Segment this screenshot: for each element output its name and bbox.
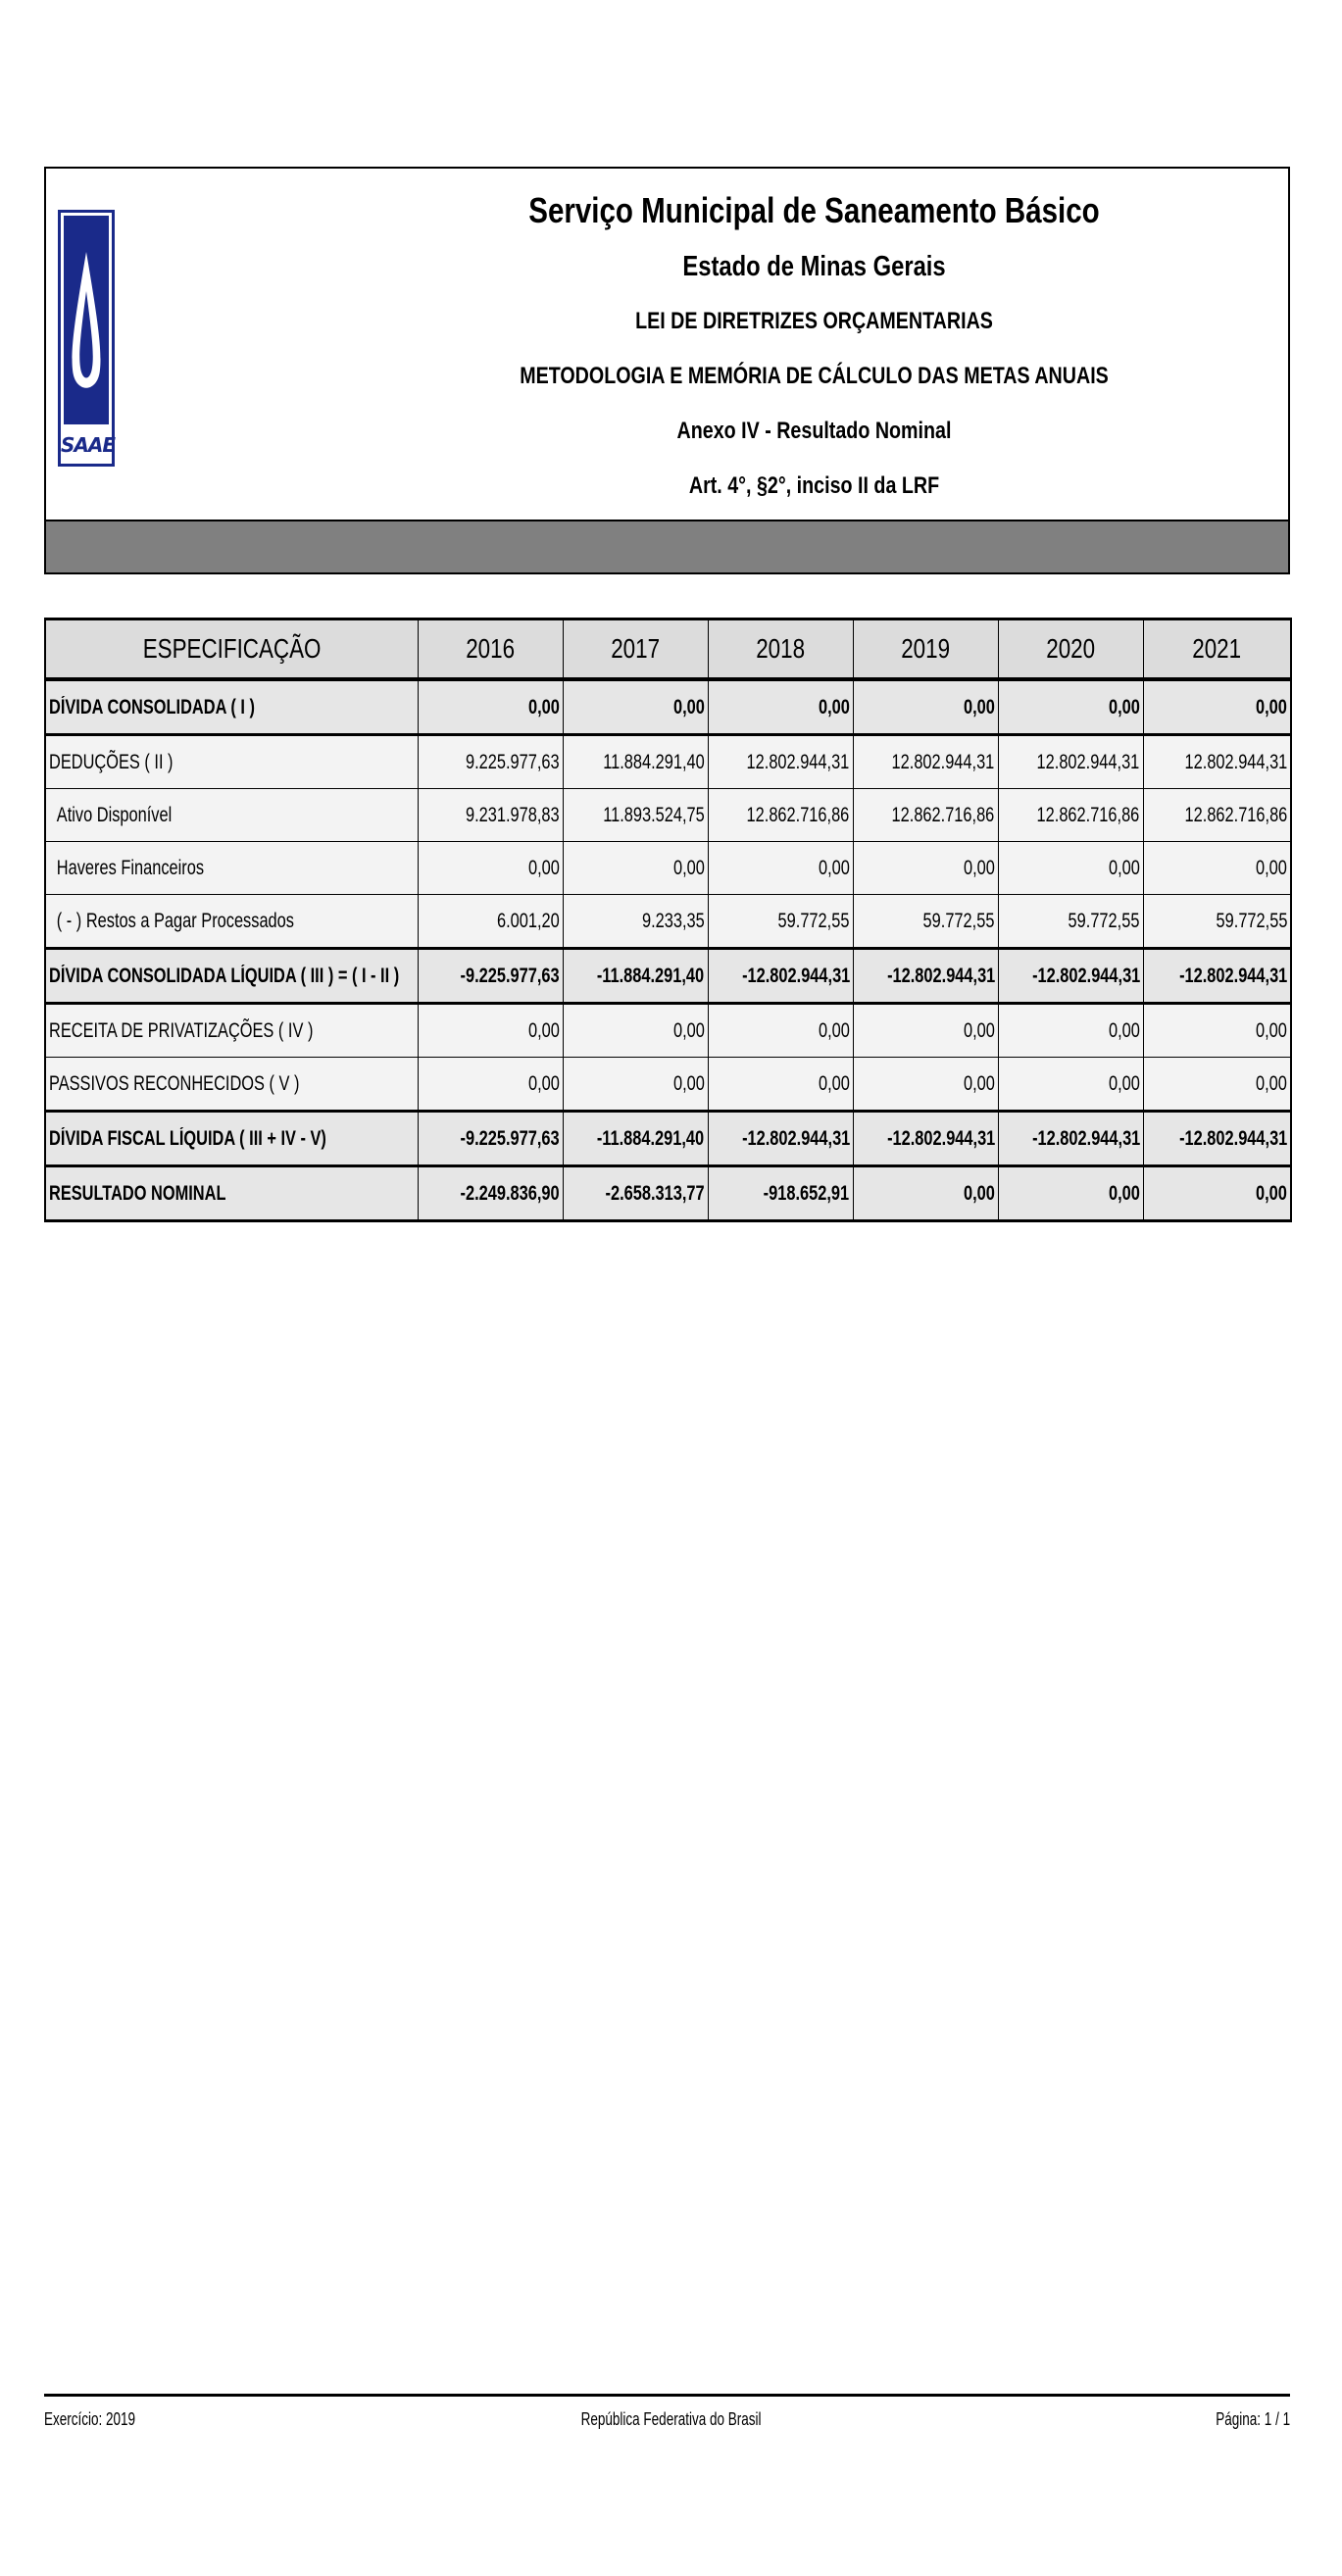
value-cell: 59.772,55 bbox=[853, 895, 998, 949]
table-row bbox=[45, 735, 1291, 789]
value-cell: 12.802.944,31 bbox=[1143, 735, 1291, 789]
value-cell: 0,00 bbox=[1143, 1004, 1291, 1058]
value-cell: -12.802.944,31 bbox=[998, 1112, 1143, 1166]
value-cell: -2.658.313,77 bbox=[563, 1166, 708, 1221]
value-cell: 0,00 bbox=[1143, 1058, 1291, 1112]
table-row bbox=[45, 895, 1291, 949]
water-drop-icon bbox=[61, 213, 116, 464]
column-header-year: 2019 bbox=[853, 619, 998, 680]
value-cell: 0,00 bbox=[418, 1004, 563, 1058]
column-header-specification: ESPECIFICAÇÃO bbox=[45, 619, 418, 680]
footer-country: República Federativa do Brasil bbox=[580, 2409, 762, 2429]
value-cell: 0,00 bbox=[418, 1058, 563, 1112]
value-cell: -9.225.977,63 bbox=[418, 949, 563, 1004]
row-label: DEDUÇÕES ( II ) bbox=[45, 735, 418, 789]
table-row bbox=[45, 842, 1291, 895]
value-cell: -12.802.944,31 bbox=[853, 949, 998, 1004]
saae-logo bbox=[58, 210, 115, 467]
table-row bbox=[45, 1166, 1291, 1221]
value-cell: -9.225.977,63 bbox=[418, 1112, 563, 1166]
value-cell: -12.802.944,31 bbox=[853, 1112, 998, 1166]
value-cell: -918.652,91 bbox=[708, 1166, 853, 1221]
row-label: DÍVIDA CONSOLIDADA ( I ) bbox=[45, 679, 418, 735]
table-row bbox=[45, 1058, 1291, 1112]
value-cell: 0,00 bbox=[708, 842, 853, 895]
value-cell: 12.862.716,86 bbox=[708, 789, 853, 842]
value-cell: 0,00 bbox=[708, 1004, 853, 1058]
value-cell: 0,00 bbox=[1143, 1166, 1291, 1221]
footer-divider bbox=[44, 2394, 1290, 2397]
state-subtitle: Estado de Minas Gerais bbox=[682, 251, 946, 282]
value-cell: -11.884.291,40 bbox=[563, 1112, 708, 1166]
value-cell: 0,00 bbox=[563, 1058, 708, 1112]
value-cell: 6.001,20 bbox=[418, 895, 563, 949]
column-header-year: 2016 bbox=[418, 619, 563, 680]
value-cell: 0,00 bbox=[998, 842, 1143, 895]
value-cell: 0,00 bbox=[998, 1166, 1143, 1221]
value-cell: -12.802.944,31 bbox=[708, 949, 853, 1004]
footer-exercise: Exercício: 2019 bbox=[44, 2409, 136, 2429]
value-cell: 0,00 bbox=[563, 842, 708, 895]
value-cell: -11.884.291,40 bbox=[563, 949, 708, 1004]
value-cell: 9.225.977,63 bbox=[418, 735, 563, 789]
row-label: Haveres Financeiros bbox=[45, 842, 418, 895]
value-cell: 59.772,55 bbox=[708, 895, 853, 949]
header-titles bbox=[340, 182, 1288, 514]
table-row bbox=[45, 789, 1291, 842]
footer-page-number: Página: 1 / 1 bbox=[1216, 2409, 1290, 2429]
table-row bbox=[45, 949, 1291, 1004]
value-cell: 9.231.978,83 bbox=[418, 789, 563, 842]
value-cell: 0,00 bbox=[853, 1166, 998, 1221]
article-reference: Art. 4°, §2°, inciso II da LRF bbox=[688, 472, 940, 499]
value-cell: 0,00 bbox=[418, 842, 563, 895]
logo-text: SAAE bbox=[61, 433, 116, 457]
value-cell: 11.893.524,75 bbox=[563, 789, 708, 842]
law-title: LEI DE DIRETRIZES ORÇAMENTARIAS bbox=[635, 308, 993, 334]
value-cell: 59.772,55 bbox=[998, 895, 1143, 949]
value-cell: 0,00 bbox=[1143, 842, 1291, 895]
report-header bbox=[44, 167, 1290, 574]
value-cell: 0,00 bbox=[563, 679, 708, 735]
value-cell: 0,00 bbox=[418, 679, 563, 735]
value-cell: 12.862.716,86 bbox=[998, 789, 1143, 842]
value-cell: 0,00 bbox=[853, 1004, 998, 1058]
value-cell: 0,00 bbox=[853, 679, 998, 735]
value-cell: -12.802.944,31 bbox=[708, 1112, 853, 1166]
value-cell: 0,00 bbox=[708, 1058, 853, 1112]
value-cell: 12.802.944,31 bbox=[998, 735, 1143, 789]
value-cell: -12.802.944,31 bbox=[1143, 1112, 1291, 1166]
value-cell: 59.772,55 bbox=[1143, 895, 1291, 949]
table-row bbox=[45, 679, 1291, 735]
value-cell: 12.862.716,86 bbox=[1143, 789, 1291, 842]
value-cell: 12.802.944,31 bbox=[853, 735, 998, 789]
row-label: DÍVIDA FISCAL LÍQUIDA ( III + IV - V) bbox=[45, 1112, 418, 1166]
table-body bbox=[45, 679, 1291, 1221]
value-cell: 0,00 bbox=[998, 679, 1143, 735]
value-cell: 0,00 bbox=[1143, 679, 1291, 735]
row-label: DÍVIDA CONSOLIDADA LÍQUIDA ( III ) = ( I - II ) bbox=[45, 949, 418, 1004]
value-cell: 12.802.944,31 bbox=[708, 735, 853, 789]
value-cell: 0,00 bbox=[998, 1004, 1143, 1058]
row-label: RESULTADO NOMINAL bbox=[45, 1166, 418, 1221]
methodology-title: METODOLOGIA E MEMÓRIA DE CÁLCULO DAS METAS ANUAIS bbox=[520, 363, 1109, 389]
value-cell: 0,00 bbox=[708, 679, 853, 735]
annex-title: Anexo IV - Resultado Nominal bbox=[676, 418, 952, 444]
row-label: Ativo Disponível bbox=[45, 789, 418, 842]
nominal-result-table bbox=[44, 618, 1292, 1222]
value-cell: 0,00 bbox=[563, 1004, 708, 1058]
value-cell: 9.233,35 bbox=[563, 895, 708, 949]
table-row bbox=[45, 1004, 1291, 1058]
row-label: ( - ) Restos a Pagar Processados bbox=[45, 895, 418, 949]
value-cell: -12.802.944,31 bbox=[1143, 949, 1291, 1004]
column-header-year: 2018 bbox=[708, 619, 853, 680]
column-header-year: 2020 bbox=[998, 619, 1143, 680]
table-row bbox=[45, 1112, 1291, 1166]
column-header-year: 2017 bbox=[563, 619, 708, 680]
value-cell: -2.249.836,90 bbox=[418, 1166, 563, 1221]
row-label: PASSIVOS RECONHECIDOS ( V ) bbox=[45, 1058, 418, 1112]
value-cell: 0,00 bbox=[998, 1058, 1143, 1112]
value-cell: 0,00 bbox=[853, 1058, 998, 1112]
value-cell: 0,00 bbox=[853, 842, 998, 895]
value-cell: 11.884.291,40 bbox=[563, 735, 708, 789]
row-label: RECEITA DE PRIVATIZAÇÕES ( IV ) bbox=[45, 1004, 418, 1058]
table-header-row bbox=[45, 619, 1291, 680]
organization-title: Serviço Municipal de Saneamento Básico bbox=[528, 190, 1100, 230]
value-cell: -12.802.944,31 bbox=[998, 949, 1143, 1004]
header-gray-band bbox=[46, 520, 1288, 572]
column-header-year: 2021 bbox=[1143, 619, 1291, 680]
value-cell: 12.862.716,86 bbox=[853, 789, 998, 842]
